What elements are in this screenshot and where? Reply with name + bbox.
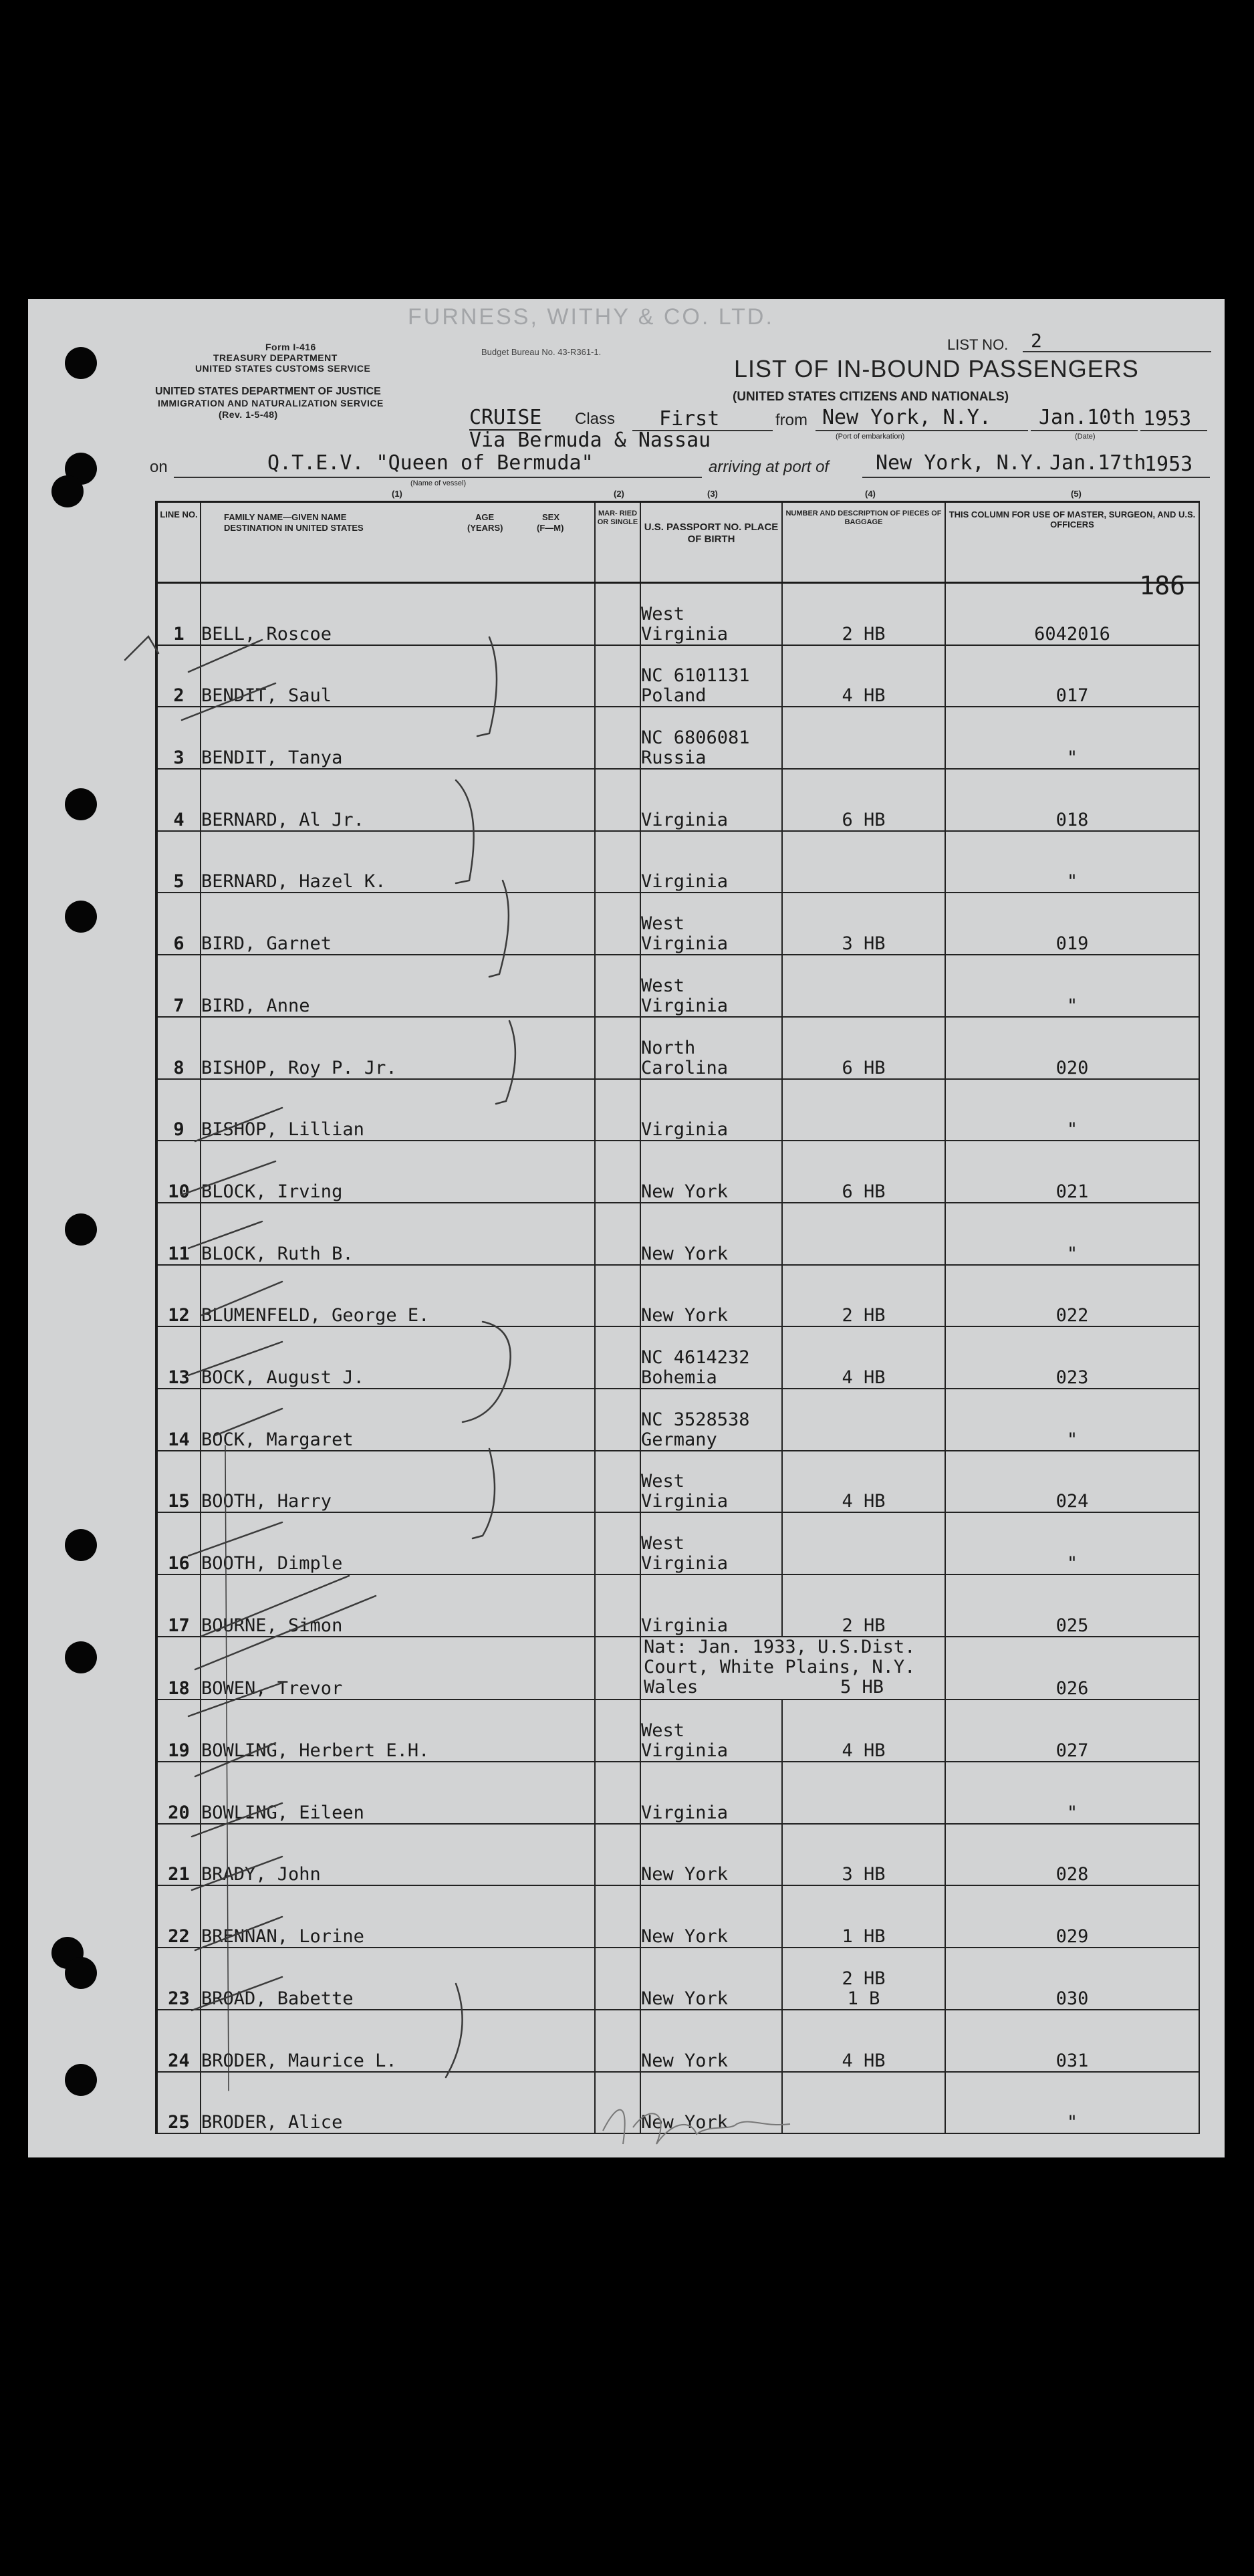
table-row xyxy=(156,1512,1199,1574)
married-cell xyxy=(595,1326,640,1389)
married-cell xyxy=(595,1203,640,1265)
col-number-5: (5) xyxy=(1071,489,1082,499)
officer-number: 025 xyxy=(945,1574,1199,1637)
officer-number: " xyxy=(945,831,1199,893)
from-date: Jan.10th xyxy=(1039,406,1136,429)
col-number-1: (1) xyxy=(392,489,402,499)
passenger-name: BOWEN, Trevor xyxy=(201,1637,595,1700)
table-row xyxy=(156,1326,1199,1389)
table-header-row xyxy=(156,502,1199,583)
baggage-count xyxy=(782,955,945,1017)
punch-hole xyxy=(65,1213,97,1246)
passenger-name: BERNARD, Al Jr. xyxy=(201,769,595,831)
passenger-name: BOOTH, Dimple xyxy=(201,1512,595,1574)
arrival-date: Jan.17th xyxy=(1049,451,1146,475)
col-number-4: (4) xyxy=(865,489,876,499)
officer-number: 018 xyxy=(945,769,1199,831)
line-number: 12 xyxy=(156,1265,201,1327)
punch-hole xyxy=(65,1957,97,1989)
officer-number: " xyxy=(945,1512,1199,1574)
line-number: 9 xyxy=(156,1079,201,1141)
birth-place: NC 4614232 Bohemia xyxy=(640,1326,782,1389)
dept-treasury: TREASURY DEPARTMENT xyxy=(213,352,338,363)
officer-number: 029 xyxy=(945,1885,1199,1948)
line-number: 11 xyxy=(156,1203,201,1265)
birth-place: North Carolina xyxy=(640,1017,782,1079)
baggage-count: 2 HB xyxy=(782,583,945,645)
table-row xyxy=(156,2072,1199,2134)
col-officers xyxy=(945,502,1199,600)
baggage-count: 6 HB xyxy=(782,1017,945,1079)
birth-place: New York xyxy=(640,1203,782,1265)
passenger-name: BISHOP, Roy P. Jr. xyxy=(201,1017,595,1079)
manifest-sheet xyxy=(28,299,1225,2157)
married-cell xyxy=(595,769,640,831)
table-row xyxy=(156,2010,1199,2072)
passenger-name: BIRD, Garnet xyxy=(201,893,595,955)
birth-place: New York xyxy=(640,1824,782,1886)
baggage-count: 2 HB xyxy=(782,1265,945,1327)
passenger-name: BOWLING, Eileen xyxy=(201,1762,595,1824)
officer-number: 026 xyxy=(945,1637,1199,1700)
officer-number: 021 xyxy=(945,1141,1199,1203)
passenger-name: BOCK, Margaret xyxy=(201,1389,595,1451)
married-cell xyxy=(595,583,640,645)
baggage-count: 2 HB 1 B xyxy=(782,1948,945,2010)
officer-number: " xyxy=(945,2072,1199,2134)
arrival-year: 1953 xyxy=(1144,453,1193,476)
table-row xyxy=(156,1948,1199,2010)
birth-place: Virginia xyxy=(640,769,782,831)
col-married: MAR- RIED OR SINGLE xyxy=(595,502,640,583)
line-number: 22 xyxy=(156,1885,201,1948)
baggage-count xyxy=(782,831,945,893)
line-number: 15 xyxy=(156,1451,201,1513)
married-cell xyxy=(595,1451,640,1513)
officer-number: " xyxy=(945,1079,1199,1141)
list-no-label: LIST NO. xyxy=(947,336,1009,353)
naturalization-note: Nat: Jan. 1933, U.S.Dist. Court, White Plains, N.Y. xyxy=(644,1637,916,1678)
married-cell xyxy=(595,1762,640,1824)
married-cell xyxy=(595,1017,640,1079)
punch-hole xyxy=(65,347,97,379)
table-row xyxy=(156,1451,1199,1513)
line-number: 3 xyxy=(156,707,201,769)
officer-number: " xyxy=(945,1762,1199,1824)
officer-number: 031 xyxy=(945,2010,1199,2072)
birth-place: West Virginia xyxy=(640,583,782,645)
birth-place: New York xyxy=(640,1141,782,1203)
officer-number: 024 xyxy=(945,1451,1199,1513)
birth-place: West Virginia xyxy=(640,1451,782,1513)
table-row xyxy=(156,707,1199,769)
dept-justice: UNITED STATES DEPARTMENT OF JUSTICE xyxy=(155,386,381,397)
line-number: 7 xyxy=(156,955,201,1017)
married-cell xyxy=(595,893,640,955)
officer-number: " xyxy=(945,707,1199,769)
table-row xyxy=(156,955,1199,1017)
form-number: Form I-416 xyxy=(265,342,316,352)
table-row xyxy=(156,1700,1199,1762)
line-number: 5 xyxy=(156,831,201,893)
line-number: 21 xyxy=(156,1824,201,1886)
letterhead: FURNESS, WITHY & CO. LTD. xyxy=(408,304,774,330)
col-age: AGE xyxy=(475,512,495,522)
birth-place: NC 6806081 Russia xyxy=(640,707,782,769)
baggage-count: 4 HB xyxy=(782,1326,945,1389)
line-number: 24 xyxy=(156,2010,201,2072)
table-row xyxy=(156,1265,1199,1327)
naturalization-cell xyxy=(640,1637,945,1700)
table-row xyxy=(156,893,1199,955)
birth-place: West Virginia xyxy=(640,1700,782,1762)
list-no-value: 2 xyxy=(1031,330,1042,352)
baggage-count xyxy=(782,1203,945,1265)
from-label: from xyxy=(775,411,807,429)
date-caption: (Date) xyxy=(1075,433,1096,441)
passenger-table xyxy=(155,501,1200,2134)
embark-caption: (Port of embarkation) xyxy=(836,433,905,441)
vessel-caption: (Name of vessel) xyxy=(410,479,467,487)
line-number: 8 xyxy=(156,1017,201,1079)
line-number: 1 xyxy=(156,583,201,645)
stamp-number: 186 xyxy=(1139,571,1185,600)
married-cell xyxy=(595,1079,640,1141)
line-number: 17 xyxy=(156,1574,201,1637)
punch-hole xyxy=(65,788,97,820)
baggage-count: 4 HB xyxy=(782,2010,945,2072)
passenger-name: BERNARD, Hazel K. xyxy=(201,831,595,893)
punch-hole xyxy=(65,2064,97,2096)
table-row xyxy=(156,1885,1199,1948)
line-number: 19 xyxy=(156,1700,201,1762)
table-row xyxy=(156,1203,1199,1265)
baggage-count: 4 HB xyxy=(782,645,945,707)
baggage-count: 3 HB xyxy=(782,893,945,955)
table-row xyxy=(156,1141,1199,1203)
baggage-count: 6 HB xyxy=(782,1141,945,1203)
table-row xyxy=(156,831,1199,893)
punch-hole xyxy=(65,901,97,933)
table-row xyxy=(156,1824,1199,1886)
married-cell xyxy=(595,1824,640,1886)
line-number: 4 xyxy=(156,769,201,831)
arrival-port: New York, N.Y. xyxy=(876,451,1045,475)
col-family-name: FAMILY NAME—GIVEN NAME xyxy=(224,512,347,522)
married-cell xyxy=(595,1574,640,1637)
birth-place: Virginia xyxy=(640,1762,782,1824)
col-age-years: (YEARS) xyxy=(467,523,503,533)
married-cell xyxy=(595,645,640,707)
table-row xyxy=(156,583,1199,645)
passenger-name: BROAD, Babette xyxy=(201,1948,595,2010)
col-number-2: (2) xyxy=(614,489,624,499)
married-cell xyxy=(595,955,640,1017)
officer-number: 028 xyxy=(945,1824,1199,1886)
officer-number: " xyxy=(945,955,1199,1017)
table-row xyxy=(156,1079,1199,1141)
from-port-field xyxy=(816,406,1028,431)
birth-place: NC 3528538 Germany xyxy=(640,1389,782,1451)
birth-place: NC 6101131 Poland xyxy=(640,645,782,707)
via-route: Via Bermuda & Nassau xyxy=(469,429,711,452)
table-row xyxy=(156,1389,1199,1451)
married-cell xyxy=(595,1265,640,1327)
passenger-name: BRODER, Alice xyxy=(201,2072,595,2134)
passenger-name: BRODER, Maurice L. xyxy=(201,2010,595,2072)
col-destination: DESTINATION IN UNITED STATES xyxy=(224,523,364,533)
officer-number: 022 xyxy=(945,1265,1199,1327)
birth-place: Wales xyxy=(644,1677,699,1698)
line-number: 2 xyxy=(156,645,201,707)
officer-number: 030 xyxy=(945,1948,1199,2010)
line-number: 25 xyxy=(156,2072,201,2134)
married-cell xyxy=(595,1700,640,1762)
passenger-name: BISHOP, Lillian xyxy=(201,1079,595,1141)
married-cell xyxy=(595,1141,640,1203)
vessel-field xyxy=(174,450,702,478)
birth-place: New York xyxy=(640,2072,782,2134)
col-sex: SEX xyxy=(542,512,560,522)
birth-place: West Virginia xyxy=(640,955,782,1017)
married-cell xyxy=(595,707,640,769)
line-number: 6 xyxy=(156,893,201,955)
dept-customs: UNITED STATES CUSTOMS SERVICE xyxy=(195,363,371,374)
table-row xyxy=(156,645,1199,707)
passenger-name: BLOCK, Irving xyxy=(201,1141,595,1203)
officer-number: 6042016 xyxy=(945,583,1199,645)
officer-number: 027 xyxy=(945,1700,1199,1762)
married-cell xyxy=(595,1948,640,2010)
table-row xyxy=(156,1017,1199,1079)
officer-number: 019 xyxy=(945,893,1199,955)
punch-hole xyxy=(51,475,84,507)
form-revision: (Rev. 1-5-48) xyxy=(219,409,278,420)
birth-place: New York xyxy=(640,2010,782,2072)
col-number-3: (3) xyxy=(707,489,718,499)
married-cell xyxy=(595,1885,640,1948)
officer-number: 020 xyxy=(945,1017,1199,1079)
birth-place: Virginia xyxy=(640,1079,782,1141)
passenger-name: BOURNE, Simon xyxy=(201,1574,595,1637)
baggage-count: 5 HB xyxy=(840,1677,884,1698)
married-cell xyxy=(595,2072,640,2134)
line-number: 14 xyxy=(156,1389,201,1451)
officer-number: 023 xyxy=(945,1326,1199,1389)
married-cell xyxy=(595,1637,640,1700)
birth-place: Virginia xyxy=(640,1574,782,1637)
table-row xyxy=(156,1637,1199,1700)
officer-number: 017 xyxy=(945,645,1199,707)
line-number: 18 xyxy=(156,1637,201,1700)
passenger-rows xyxy=(156,571,1199,2134)
birth-place: New York xyxy=(640,1265,782,1327)
from-year-field xyxy=(1140,406,1207,431)
passenger-name: BLUMENFELD, George E. xyxy=(201,1265,595,1327)
from-date-field xyxy=(1031,406,1138,431)
on-label: on xyxy=(150,458,168,476)
dept-immigration: IMMIGRATION AND NATURALIZATION SERVICE xyxy=(158,398,384,408)
married-cell xyxy=(595,2010,640,2072)
punch-hole xyxy=(65,1529,97,1561)
passenger-name: BENDIT, Saul xyxy=(201,645,595,707)
birth-place: West Virginia xyxy=(640,893,782,955)
table-row xyxy=(156,1574,1199,1637)
line-number: 20 xyxy=(156,1762,201,1824)
line-number: 13 xyxy=(156,1326,201,1389)
class-label: Class xyxy=(575,410,616,428)
officer-number: " xyxy=(945,1203,1199,1265)
budget-bureau: Budget Bureau No. 43-R361-1. xyxy=(481,347,602,357)
baggage-count xyxy=(782,2072,945,2134)
list-subtitle: (UNITED STATES CITIZENS AND NATIONALS) xyxy=(733,390,1009,404)
baggage-count xyxy=(782,1512,945,1574)
passenger-name: BOOTH, Harry xyxy=(201,1451,595,1513)
baggage-count xyxy=(782,1762,945,1824)
col-officers-label: THIS COLUMN FOR USE OF MASTER, SURGEON, AND U.S. OFFICERS xyxy=(949,509,1196,530)
married-cell xyxy=(595,1512,640,1574)
passenger-name: BOCK, August J. xyxy=(201,1326,595,1389)
baggage-count xyxy=(782,1389,945,1451)
passenger-name: BRADY, John xyxy=(201,1824,595,1886)
baggage-count: 4 HB xyxy=(782,1451,945,1513)
class-value: First xyxy=(659,407,720,431)
line-number: 23 xyxy=(156,1948,201,2010)
col-passport: U.S. PASSPORT NO. PLACE OF BIRTH xyxy=(640,502,782,583)
baggage-count: 4 HB xyxy=(782,1700,945,1762)
baggage-count xyxy=(782,1079,945,1141)
passenger-name: BLOCK, Ruth B. xyxy=(201,1203,595,1265)
baggage-count: 6 HB xyxy=(782,769,945,831)
list-no-field xyxy=(1023,332,1211,352)
married-cell xyxy=(595,1389,640,1451)
from-port: New York, N.Y. xyxy=(822,406,991,429)
table-row xyxy=(156,1762,1199,1824)
tick-mark xyxy=(125,636,158,660)
baggage-count: 1 HB xyxy=(782,1885,945,1948)
punch-hole xyxy=(65,1641,97,1673)
passenger-name: BENDIT, Tanya xyxy=(201,707,595,769)
col-line-no: LINE NO. xyxy=(156,502,201,583)
officer-number: " xyxy=(945,1389,1199,1451)
class-field xyxy=(632,407,773,431)
arrival-field xyxy=(862,450,1210,478)
birth-place: Virginia xyxy=(640,831,782,893)
married-cell xyxy=(595,831,640,893)
line-number: 10 xyxy=(156,1141,201,1203)
baggage-count: 3 HB xyxy=(782,1824,945,1886)
birth-place: New York xyxy=(640,1948,782,2010)
passenger-name: BIRD, Anne xyxy=(201,955,595,1017)
col-name-destination xyxy=(201,502,595,583)
birth-place: West Virginia xyxy=(640,1512,782,1574)
from-year: 1953 xyxy=(1143,407,1192,431)
vessel-name: Q.T.E.V. "Queen of Bermuda" xyxy=(267,451,594,475)
passenger-name: BELL, Roscoe xyxy=(201,583,595,645)
arriving-label: arriving at port of xyxy=(709,458,830,476)
table-row xyxy=(156,769,1199,831)
baggage-count: 2 HB xyxy=(782,1574,945,1637)
line-number: 16 xyxy=(156,1512,201,1574)
passenger-name: BRENNAN, Lorine xyxy=(201,1885,595,1948)
col-sex-codes: (F—M) xyxy=(537,523,564,533)
list-title: LIST OF IN-BOUND PASSENGERS xyxy=(734,355,1139,382)
passenger-name: BOWLING, Herbert E.H. xyxy=(201,1700,595,1762)
baggage-count xyxy=(782,707,945,769)
cruise-label: CRUISE xyxy=(469,406,542,429)
col-baggage: NUMBER AND DESCRIPTION OF PIECES OF BAGGAGE xyxy=(782,502,945,583)
birth-place: New York xyxy=(640,1885,782,1948)
